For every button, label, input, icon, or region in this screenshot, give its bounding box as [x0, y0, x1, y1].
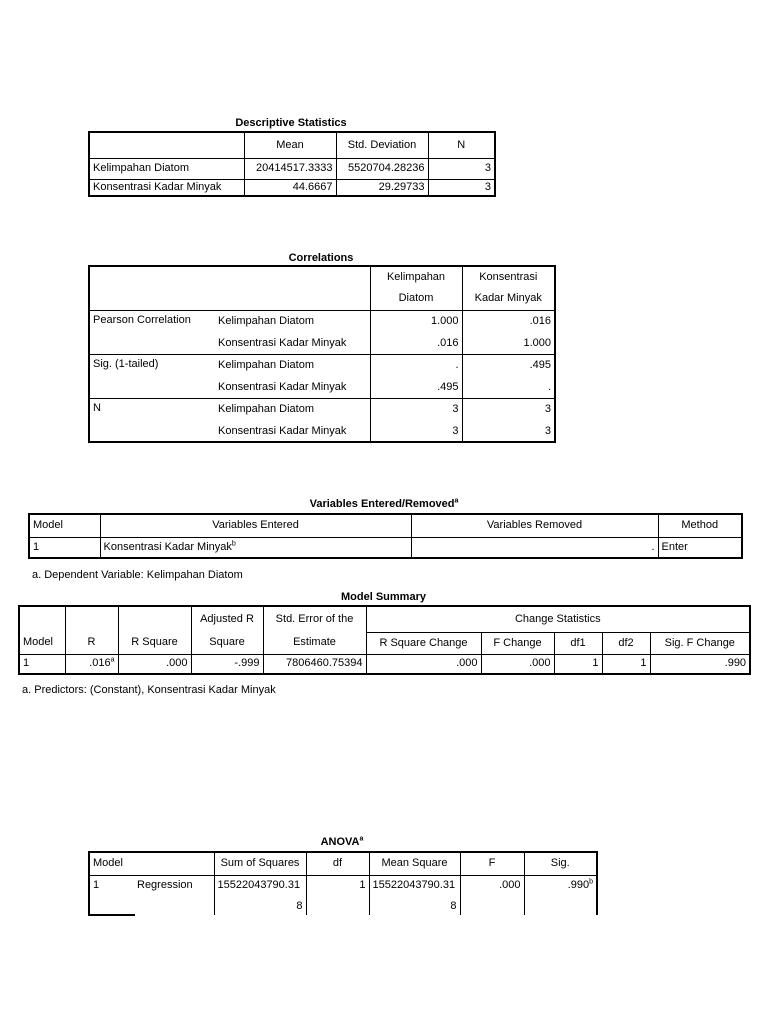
cell-v1: 3 — [370, 421, 462, 442]
ms-header-std-error-2: Estimate — [263, 632, 366, 654]
row-var: Konsentrasi Kadar Minyak — [215, 333, 370, 354]
cell-n: 3 — [484, 180, 491, 193]
cell-sig-f-change: .990 — [724, 657, 747, 670]
cell-model: 1 — [29, 537, 100, 558]
ms-header-adjusted: Adjusted R — [191, 606, 263, 632]
cell-f-change: .000 — [481, 654, 554, 674]
cell-v2: .016 — [529, 315, 551, 328]
table-row — [89, 875, 597, 895]
correlations-header-konsentrasi: Konsentrasi — [479, 271, 538, 283]
cell-entered — [100, 537, 411, 558]
anova-header-model: Model — [89, 852, 214, 875]
ms-header-r-square: R Square — [118, 632, 191, 654]
table-row — [89, 158, 495, 179]
correlations-header-kelimpahan-2: Diatom — [370, 288, 462, 310]
cell-sd: 5520704.28236 — [336, 158, 428, 179]
cell-r-text: .016 — [89, 657, 111, 670]
variables-entered-title-sup: a — [454, 497, 459, 505]
cell-removed: . — [411, 537, 658, 558]
cell-v2: 3 — [544, 424, 551, 437]
variables-footnote: a. Dependent Variable: Kelimpahan Diatom — [32, 569, 243, 581]
cell-mean-square-cont: 8 — [369, 895, 460, 915]
cell-method: Enter — [661, 540, 688, 553]
ms-header-sig-f-change: Sig. F Change — [650, 632, 750, 654]
anova-table — [88, 851, 598, 915]
table-row — [19, 654, 750, 674]
cell-r — [65, 654, 118, 674]
descriptive-header-sd: Std. Deviation — [336, 132, 428, 158]
cell-v1: . — [370, 354, 462, 377]
cell-std-error: 7806460.75394 — [263, 654, 366, 674]
anova-header-df: df — [306, 852, 369, 875]
ms-header-df2: df2 — [602, 632, 650, 654]
cell-entered-text: Konsentrasi Kadar Minyak — [103, 540, 232, 553]
group-label: Pearson Correlation — [89, 310, 215, 354]
anova-header-sum-of-squares: Sum of Squares — [214, 852, 306, 875]
cell-df1: 1 — [554, 654, 602, 674]
cell-mean: 44.6667 — [244, 179, 336, 196]
row-var: Kelimpahan Diatom — [215, 310, 370, 333]
cell-v1: 1.000 — [370, 310, 462, 333]
descriptive-header-empty — [89, 132, 244, 158]
row-var: Kelimpahan Diatom — [215, 398, 370, 421]
cell-entered-sup: b — [231, 540, 236, 548]
cell-v2: 3 — [544, 403, 551, 416]
variables-entered-title-text: Variables Entered/Removed — [309, 498, 455, 510]
cell-r-square: .000 — [118, 654, 191, 674]
cell-sig-text: .990 — [567, 878, 590, 891]
variables-entered-table — [28, 513, 743, 559]
cell-model: 1 — [19, 654, 65, 674]
ms-header-r: R — [65, 632, 118, 654]
descriptive-header-n: N — [428, 132, 495, 158]
variables-header-model: Model — [29, 514, 100, 537]
row-var: Konsentrasi Kadar Minyak — [215, 421, 370, 442]
cell-empty — [524, 895, 597, 915]
model-summary-table — [18, 605, 751, 675]
anova-title-text: ANOVA — [320, 836, 360, 848]
cell-r-sup: a — [110, 656, 115, 664]
table-row — [29, 537, 742, 558]
row-var: Kelimpahan Diatom — [215, 354, 370, 377]
cell-empty — [134, 895, 214, 915]
anova-header-mean-square: Mean Square — [369, 852, 460, 875]
cell-df2: 1 — [602, 654, 650, 674]
correlations-title: Correlations — [288, 252, 354, 264]
cell-sum-of-squares: 15522043790.31 — [214, 875, 306, 895]
table-row — [89, 310, 555, 333]
ms-header-f-change: F Change — [481, 632, 554, 654]
row-label: Konsentrasi Kadar Minyak — [89, 179, 244, 196]
anova-title-sup: a — [359, 835, 364, 843]
model-summary-title: Model Summary — [341, 591, 426, 603]
cell-v1: 3 — [370, 398, 462, 421]
descriptive-statistics-title: Descriptive Statistics — [235, 117, 347, 129]
variables-header-entered: Variables Entered — [100, 514, 411, 537]
row-var: Konsentrasi Kadar Minyak — [215, 377, 370, 398]
cell-sum-of-squares-cont: 8 — [214, 895, 306, 915]
variables-header-removed: Variables Removed — [411, 514, 658, 537]
variables-entered-title — [28, 498, 740, 510]
descriptive-header-mean: Mean — [244, 132, 336, 158]
correlations-header-empty — [89, 266, 370, 310]
row-label: Kelimpahan Diatom — [89, 158, 244, 179]
table-row — [89, 354, 555, 377]
ms-header-r-square-change: R Square Change — [366, 632, 481, 654]
cell-v1: .016 — [370, 333, 462, 354]
cell-v2: .495 — [529, 359, 551, 372]
correlations-table — [88, 265, 556, 443]
table-row — [89, 895, 597, 915]
anova-table-wrapper — [88, 851, 598, 915]
cell-empty — [460, 895, 524, 915]
ms-header-adjusted-2: Square — [191, 632, 263, 654]
cell-regression: Regression — [134, 875, 214, 895]
cell-r-square-change: .000 — [366, 654, 481, 674]
group-label: Sig. (1-tailed) — [89, 354, 215, 398]
cell-adjusted: -.999 — [191, 654, 263, 674]
cell-f: .000 — [460, 875, 524, 895]
cell-sd: 29.29733 — [336, 179, 428, 196]
cell-n: 3 — [428, 158, 495, 179]
variables-header-method: Method — [658, 514, 742, 537]
cell-df: 1 — [306, 875, 369, 895]
ms-header-std-error: Std. Error of the — [263, 606, 366, 632]
cell-mean-square: 15522043790.31 — [369, 875, 460, 895]
anova-header-f: F — [460, 852, 524, 875]
cell-model: 1 — [93, 878, 100, 891]
group-label: N — [93, 401, 101, 414]
correlations-header-kelimpahan: Kelimpahan — [370, 266, 462, 288]
descriptive-statistics-table — [88, 131, 496, 197]
anova-partial-divider — [88, 914, 135, 916]
ms-header-model: Model — [19, 632, 65, 654]
cell-empty — [306, 895, 369, 915]
cell-sig-sup: b — [589, 878, 593, 886]
ms-header-rsq-top — [118, 606, 191, 632]
anova-header-sig: Sig. — [524, 852, 597, 875]
ms-header-r-top — [65, 606, 118, 632]
cell-v1: .495 — [370, 377, 462, 398]
ms-header-model-top — [19, 606, 65, 632]
cell-sig — [524, 875, 597, 895]
correlations-header-konsentrasi-2: Kadar Minyak — [462, 288, 555, 310]
ms-header-df1: df1 — [554, 632, 602, 654]
cell-mean: 20414517.3333 — [244, 158, 336, 179]
table-row — [89, 398, 555, 421]
cell-v2: . — [462, 377, 555, 398]
table-row — [89, 179, 495, 196]
ms-header-change-statistics: Change Statistics — [366, 606, 750, 632]
model-summary-footnote: a. Predictors: (Constant), Konsentrasi Kadar Minyak — [22, 684, 276, 696]
cell-empty — [89, 895, 134, 915]
anova-title — [88, 836, 596, 848]
cell-v2: 1.000 — [462, 333, 555, 354]
